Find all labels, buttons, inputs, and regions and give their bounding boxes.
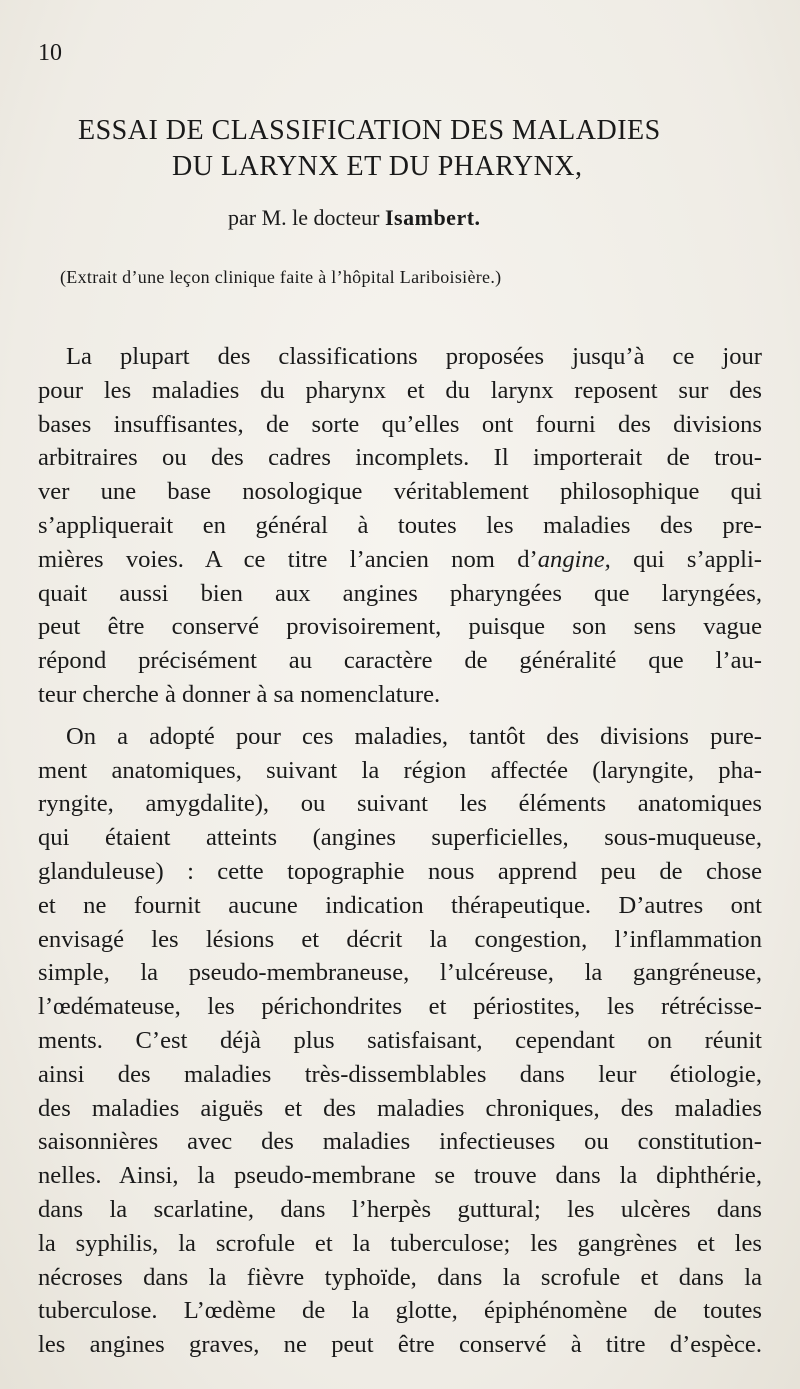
paragraph-2	[38, 720, 762, 1362]
text-line: simple, la pseudo-membraneuse, l’ulcéreuse, la gangréneuse,	[38, 959, 762, 987]
text-line: saisonnières avec des maladies infectieuses ou constitution-	[38, 1128, 762, 1156]
text-line: des maladies aiguës et des maladies chroniques, des maladies	[38, 1094, 762, 1122]
article-title-line-2: DU LARYNX ET DU PHARYNX,	[172, 151, 583, 182]
body-text	[38, 340, 762, 1362]
text-line: ment anatomiques, suivant la région affectée (laryngite, pha-	[38, 756, 762, 784]
text-line: les angines graves, ne peut être conservé à titre d’espèce.	[38, 1331, 762, 1359]
italic-term: angine,	[537, 545, 611, 573]
paragraph-1	[38, 340, 762, 712]
text-line: envisagé les lésions et décrit la congestion, l’inflammation	[38, 925, 762, 953]
text-line: nécroses dans la fièvre typhoïde, dans la scrofule et dans la	[38, 1263, 762, 1291]
text-line: La plupart des classifications proposées jusqu’à ce jour	[66, 343, 762, 370]
text-line: On a adopté pour ces maladies, tantôt des divisions pure-	[66, 722, 762, 750]
text-segment: mières voies. A ce titre l’ancien nom d’	[38, 545, 538, 573]
text-segment: qui s’appli-	[610, 545, 762, 573]
text-line: arbitraires ou des cadres incomplets. Il importerait de trou-	[38, 444, 762, 472]
text-line: quait aussi bien aux angines pharyngées que laryngées,	[38, 579, 762, 607]
text-line: répond précisément au caractère de généralité que l’au-	[38, 647, 762, 675]
text-line: l’œdémateuse, les périchondrites et périostites, les rétrécisse-	[38, 993, 762, 1021]
text-line: pour les maladies du pharynx et du larynx reposent sur des	[38, 376, 762, 404]
text-line: nelles. Ainsi, la pseudo-membrane se trouve dans la diphthérie,	[38, 1162, 762, 1190]
text-line: ryngite, amygdalite), ou suivant les éléments anatomiques	[38, 790, 762, 818]
page-number: 10	[38, 40, 62, 66]
text-line: dans la scarlatine, dans l’herpès guttural; les ulcères dans	[38, 1195, 762, 1223]
text-line: la syphilis, la scrofule et la tuberculose; les gangrènes et les	[38, 1229, 762, 1257]
text-line: et ne fournit aucune indication thérapeutique. D’autres ont	[38, 891, 762, 919]
byline-prefix: par M. le docteur	[228, 205, 385, 230]
text-line: ver une base nosologique véritablement philosophique qui	[38, 478, 762, 506]
text-line: tuberculose. L’œdème de la glotte, épiphénomène de toutes	[38, 1297, 762, 1325]
text-line: glanduleuse) : cette topographie nous apprend peu de chose	[38, 857, 762, 885]
text-line: teur cherche à donner à sa nomenclature.	[38, 680, 441, 708]
text-line: ments. C’est déjà plus satisfaisant, cependant on réunit	[38, 1026, 762, 1054]
extract-note: (Extrait d’une leçon clinique faite à l’hôpital Lariboisière.)	[60, 267, 502, 287]
text-line: bases insuffisantes, de sorte qu’elles ont fourni des divisions	[38, 410, 762, 438]
text-line: s’appliquerait en général à toutes les maladies des pre-	[38, 511, 762, 539]
text-line: qui étaient atteints (angines superficielles, sous-muqueuse,	[38, 824, 762, 852]
byline-author: Isambert.	[385, 205, 481, 230]
text-line: peut être conservé provisoirement, puisque son sens vague	[38, 613, 762, 641]
byline	[228, 205, 481, 231]
article-title-line-1: ESSAI DE CLASSIFICATION DES MALADIES	[78, 115, 661, 146]
text-line: ainsi des maladies très-dissemblables dans leur étiologie,	[38, 1060, 762, 1088]
text-line	[38, 543, 762, 577]
